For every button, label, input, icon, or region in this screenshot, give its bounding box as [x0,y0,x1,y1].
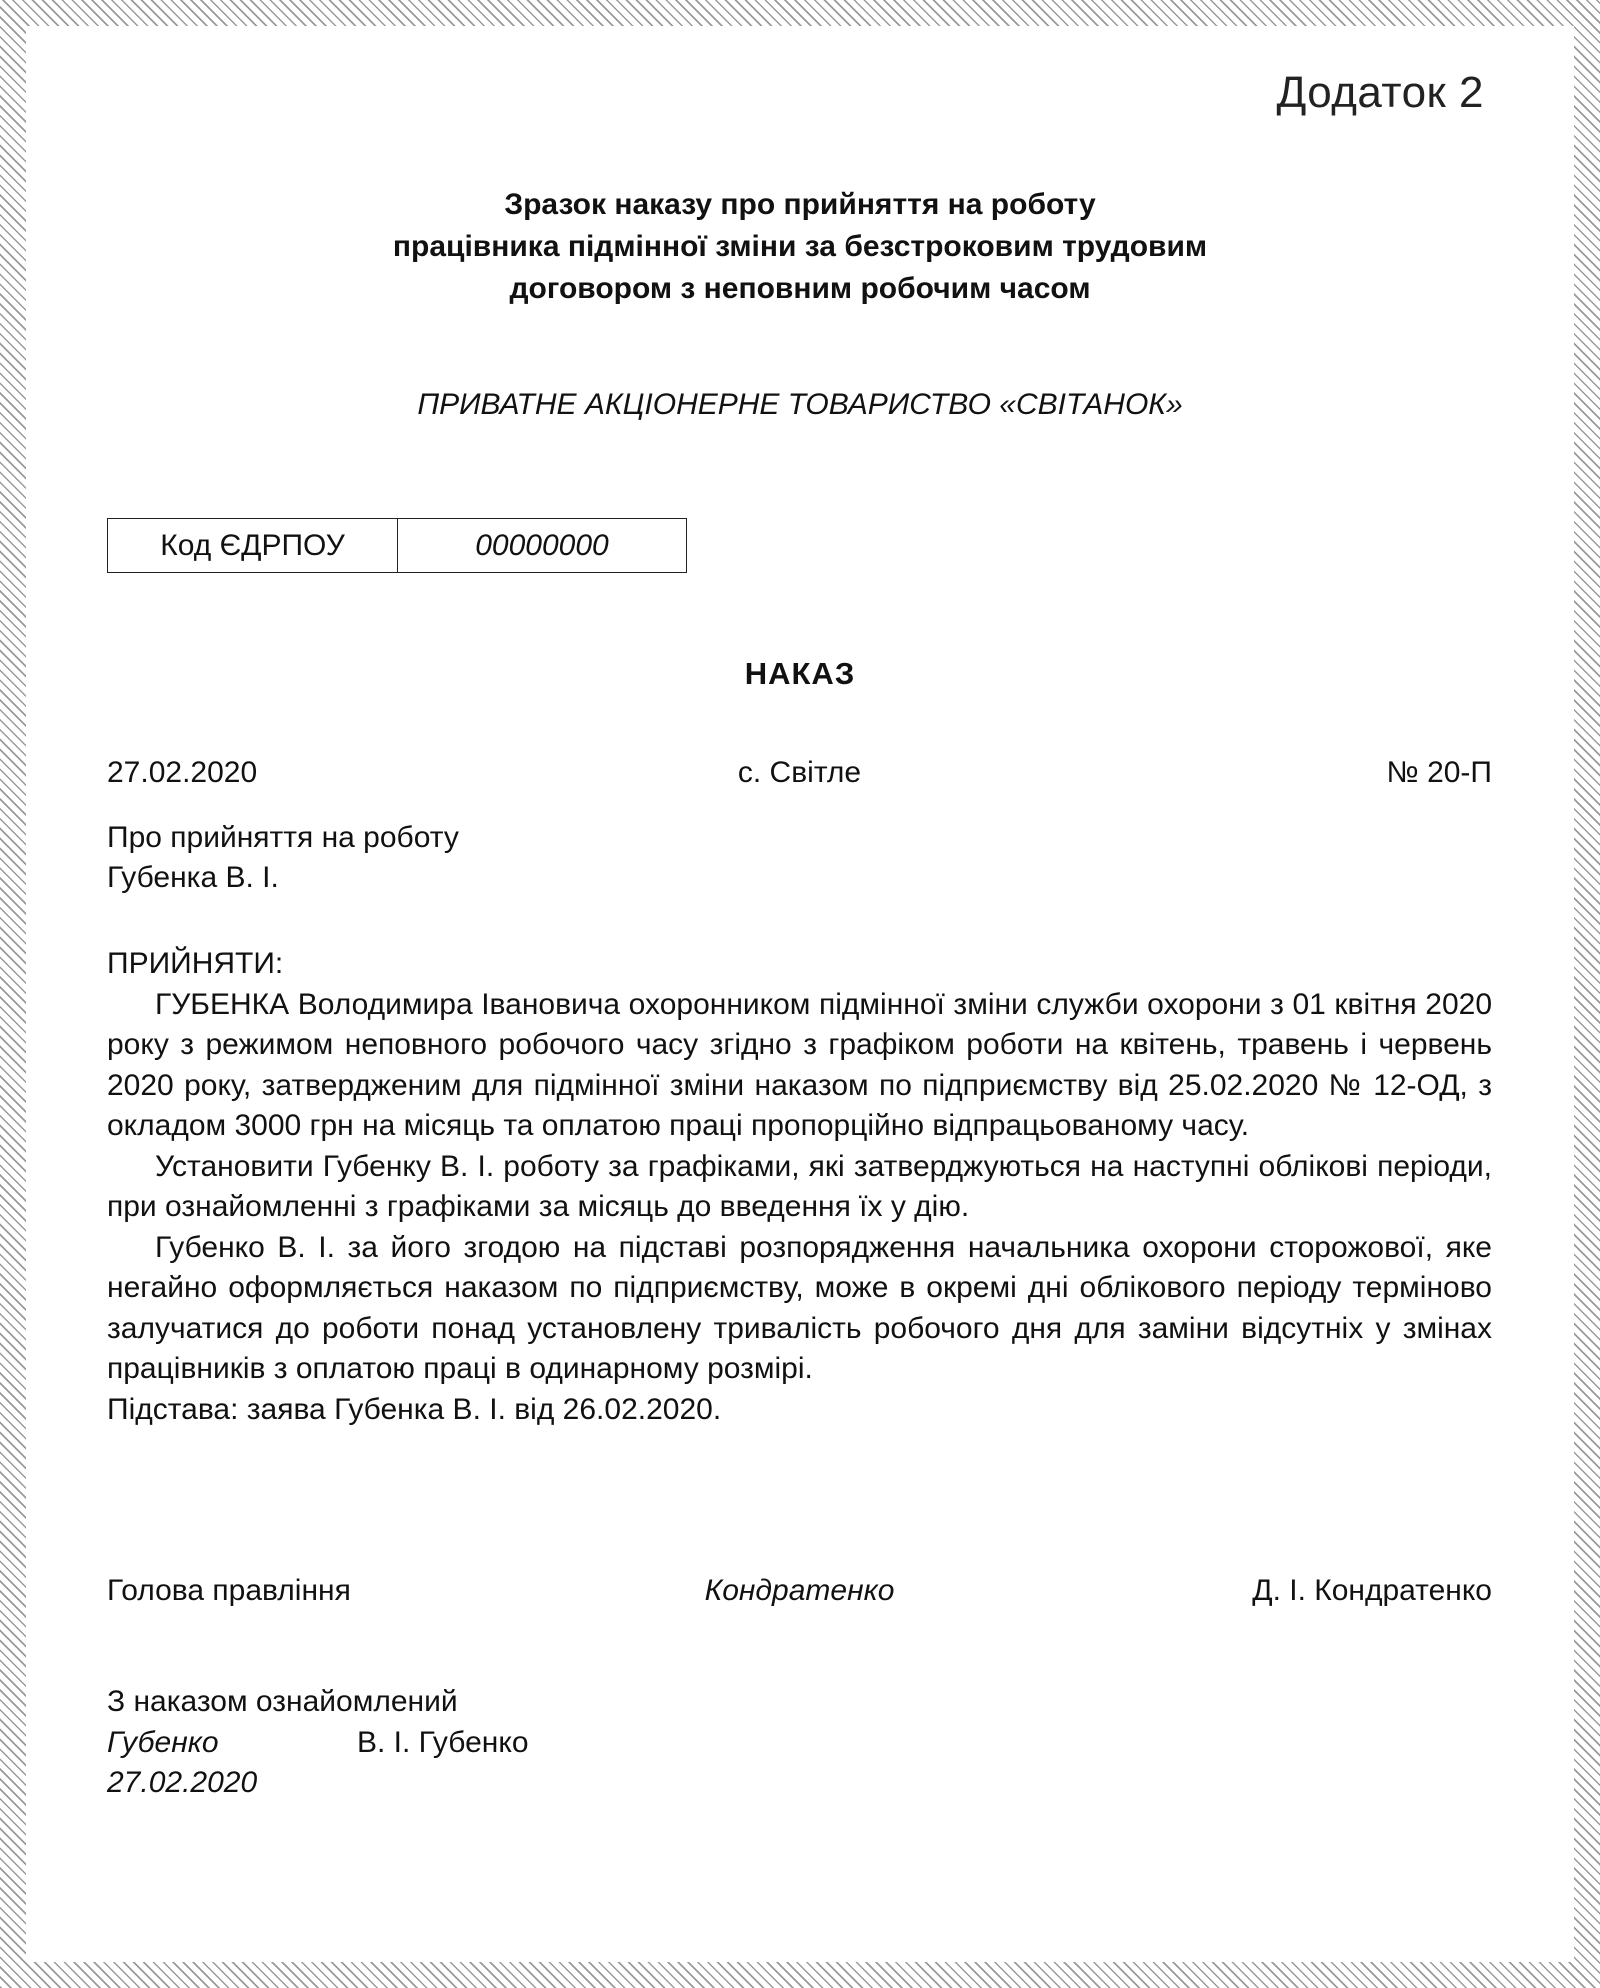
ack-signature: Губенко [107,1725,219,1759]
body-paragraph: Установити Губенку В. І. роботу за графіками, які затверджуються на наступні облікові періоди, при ознайомленні з графіками за місяць до введення їх у дію. [107,1149,1492,1223]
ack-name: В. І. Губенко [357,1725,529,1759]
ack-label: З наказом ознайомлений [107,1685,458,1718]
order-place: с. Світле [737,756,862,789]
order-subject [107,818,459,898]
edrpou-table [107,518,687,573]
body-paragraph: ГУБЕНКА Володимира Івановича охоронником підмінної зміни служби охорони з 01 квітня 2020 року з режимом неповного робочого часу згідно з графіком роботи на квітень, травень і червень 2020 року, затвердженим для підмінної зміни наказом по підприємству від 25.02.2020 № 12-ОД, з окладом 3000 грн на місяць та оплатою праці пропорційно відпрацьованому часу. [107,987,1492,1142]
ack-date: 27.02.2020 [107,1766,258,1799]
edrpou-value: 00000000 [398,519,687,573]
document-page [26,26,1574,1962]
body-paragraph: Губенко В. І. за його згодою на підставі розпорядження начальника охорони сторожової, яке негайно оформляється наказом по підприємству, може в окремі дні облікового періоду терміново залучатися до роботи понад установлену тривалість робочого дня для заміни відсутніх у змінах працівників з оплатою праці в одинарному розмірі. [107,1230,1492,1385]
order-basis: Підстава: заява Губенка В. І. від 26.02.2020. [107,1392,722,1426]
signer-name: Д. І. Кондратенко [1252,1574,1492,1607]
document-title [26,184,1574,310]
order-heading: НАКАЗ [744,656,856,691]
signer-signature: Кондратенко [704,1574,895,1607]
title-line: договором з неповним робочим часом [509,272,1091,305]
order-body [107,944,1492,1430]
acknowledgement-block [107,1682,529,1804]
edrpou-label: Код ЄДРПОУ [108,519,398,573]
company-name: ПРИВАТНЕ АКЦІОНЕРНЕ ТОВАРИСТВО «СВІТАНОК» [417,388,1183,421]
title-line: Зразок наказу про прийняття на роботу [504,188,1096,221]
order-number: № 20-П [1386,756,1492,789]
order-date: 27.02.2020 [107,756,258,789]
subject-line: Про прийняття на роботу [107,821,459,854]
ack-sign-line [107,1723,529,1764]
signer-position: Голова правління [107,1574,351,1607]
order-action: ПРИЙНЯТИ: [107,947,284,980]
signature-row [107,1574,1492,1608]
subject-line: Губенка В. І. [107,861,279,894]
title-line: працівника підмінної зміни за безстроковим трудовим [392,230,1208,263]
appendix-label: Додаток 2 [1276,68,1484,117]
order-meta-row [107,756,1492,790]
